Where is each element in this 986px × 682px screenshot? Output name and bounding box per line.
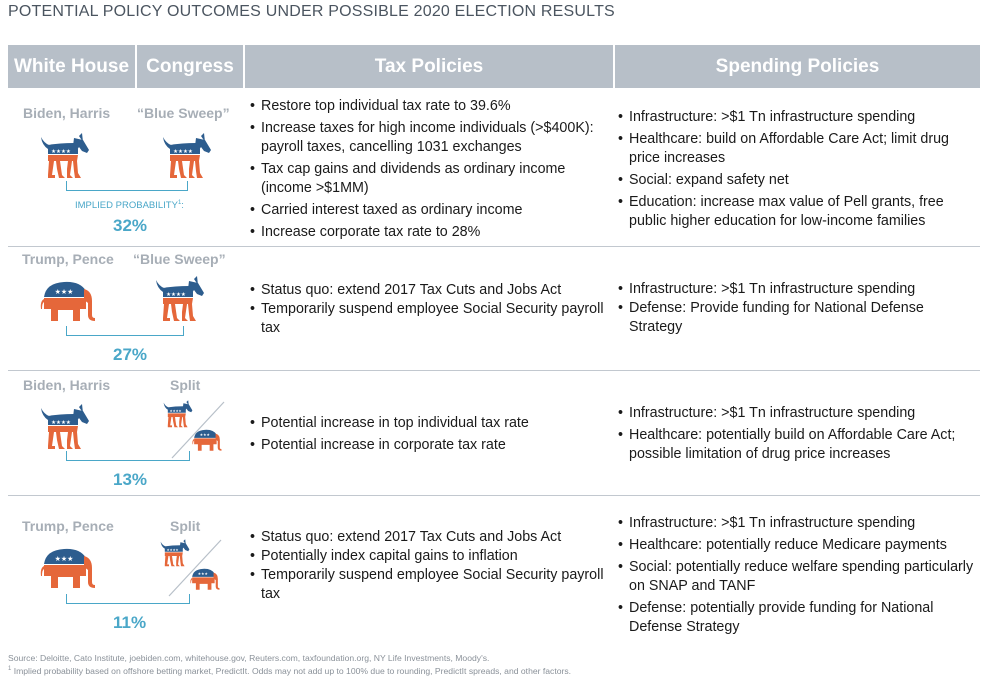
probability-value: 32% bbox=[113, 216, 148, 235]
elephant-icon bbox=[190, 567, 220, 591]
list-item: • Infrastructure: >$1 Tn infrastructure spending bbox=[618, 404, 980, 423]
tax-policy-list bbox=[250, 414, 610, 458]
header-tax-policies: Tax Policies bbox=[245, 45, 613, 88]
congress-label: “Blue Sweep” bbox=[137, 105, 230, 121]
elephant-icon bbox=[40, 546, 96, 590]
list-item: • Temporarily suspend employee Social Security payroll tax bbox=[250, 566, 610, 604]
bracket-line bbox=[66, 594, 190, 604]
list-item: • Infrastructure: >$1 Tn infrastructure spending bbox=[618, 280, 980, 299]
list-item: • Healthcare: potentially build on Affordable Care Act; possible limitation of drug price increases bbox=[618, 426, 980, 464]
list-item: • Potentially index capital gains to inflation bbox=[250, 547, 610, 566]
spending-policy-list bbox=[618, 280, 980, 337]
probability-value: 27% bbox=[113, 345, 148, 364]
list-item: • Healthcare: build on Affordable Care Act; limit drug price increases bbox=[618, 130, 980, 168]
donkey-icon bbox=[40, 133, 90, 179]
list-item: • Tax cap gains and dividends as ordinary income (income >$1MM) bbox=[250, 160, 610, 198]
header-congress: Congress bbox=[137, 45, 243, 88]
elephant-icon bbox=[40, 279, 96, 323]
row-divider bbox=[8, 495, 980, 496]
list-item: • Healthcare: potentially reduce Medicare payments bbox=[618, 536, 980, 555]
header-spending-policies: Spending Policies bbox=[615, 45, 980, 88]
bracket-line bbox=[66, 326, 184, 336]
probability-value: 11% bbox=[113, 613, 147, 632]
list-item: • Infrastructure: >$1 Tn infrastructure spending bbox=[618, 514, 980, 533]
table-header bbox=[8, 45, 980, 88]
congress-label: “Blue Sweep” bbox=[133, 251, 226, 267]
implied-probability-label: IMPLIED PROBABILITY$^1$: bbox=[75, 200, 184, 212]
congress-label: Split bbox=[170, 377, 201, 393]
white-house-label: Biden, Harris bbox=[23, 105, 111, 121]
congress-label: Split bbox=[170, 518, 201, 534]
spending-policy-list bbox=[618, 514, 980, 640]
page-title: POTENTIAL POLICY OUTCOMES UNDER POSSIBLE 2020 ELECTION RESULTS bbox=[8, 3, 615, 20]
elephant-icon bbox=[192, 428, 222, 452]
white-house-label: Trump, Pence bbox=[22, 518, 114, 534]
donkey-icon bbox=[40, 404, 90, 450]
header-white-house: White House bbox=[8, 45, 135, 88]
list-item: • Potential increase in top individual tax rate bbox=[250, 414, 610, 433]
list-item: • Infrastructure: >$1 Tn infrastructure spending bbox=[618, 108, 980, 127]
white-house-label: Trump, Pence bbox=[22, 251, 114, 267]
list-item: • Temporarily suspend employee Social Security payroll tax bbox=[250, 300, 610, 338]
probability-value: 13% bbox=[113, 470, 148, 489]
tax-policy-list bbox=[250, 528, 610, 604]
list-item: • Increase taxes for high income individuals (>$400K): payroll taxes, cancelling 1031 exchanges bbox=[250, 119, 610, 157]
list-item: • Social: expand safety net bbox=[618, 171, 980, 190]
row-divider bbox=[8, 246, 980, 247]
spending-policy-list bbox=[618, 404, 980, 467]
list-item: • Status quo: extend 2017 Tax Cuts and Jobs Act bbox=[250, 528, 610, 547]
list-item: • Status quo: extend 2017 Tax Cuts and Jobs Act bbox=[250, 281, 610, 300]
probability-footnote: $^1$ Implied probability based on offshore betting market, PredictIt. Odds may not add up to 100% due to rounding, PredictIt spreads, and other factors. bbox=[8, 666, 572, 676]
list-item: • Restore top individual tax rate to 39.6% bbox=[250, 97, 610, 116]
list-item: • Carried interest taxed as ordinary income bbox=[250, 201, 610, 220]
list-item: • Increase corporate tax rate to 28% bbox=[250, 223, 610, 242]
tax-policy-list bbox=[250, 281, 610, 338]
list-item: • Defense: potentially provide funding for National Defense Strategy bbox=[618, 599, 980, 637]
list-item: • Potential increase in corporate tax rate bbox=[250, 436, 610, 455]
bracket-line bbox=[66, 181, 188, 191]
list-item: • Defense: Provide funding for National Defense Strategy bbox=[618, 299, 980, 337]
list-item: • Social: potentially reduce welfare spending particularly on SNAP and TANF bbox=[618, 558, 980, 596]
tax-policy-list bbox=[250, 97, 610, 245]
white-house-label: Biden, Harris bbox=[23, 377, 111, 393]
bracket-line bbox=[66, 451, 190, 461]
spending-policy-list bbox=[618, 108, 980, 234]
donkey-icon bbox=[155, 276, 205, 322]
row-divider bbox=[8, 370, 980, 371]
source-footnote: Source: Deloitte, Cato Institute, joebiden.com, whitehouse.gov, Reuters.com, taxfoundation.org, NY Life Investments, Moody's. bbox=[8, 653, 490, 663]
donkey-icon bbox=[162, 133, 212, 179]
list-item: • Education: increase max value of Pell grants, free public higher education for low-income families bbox=[618, 193, 980, 231]
